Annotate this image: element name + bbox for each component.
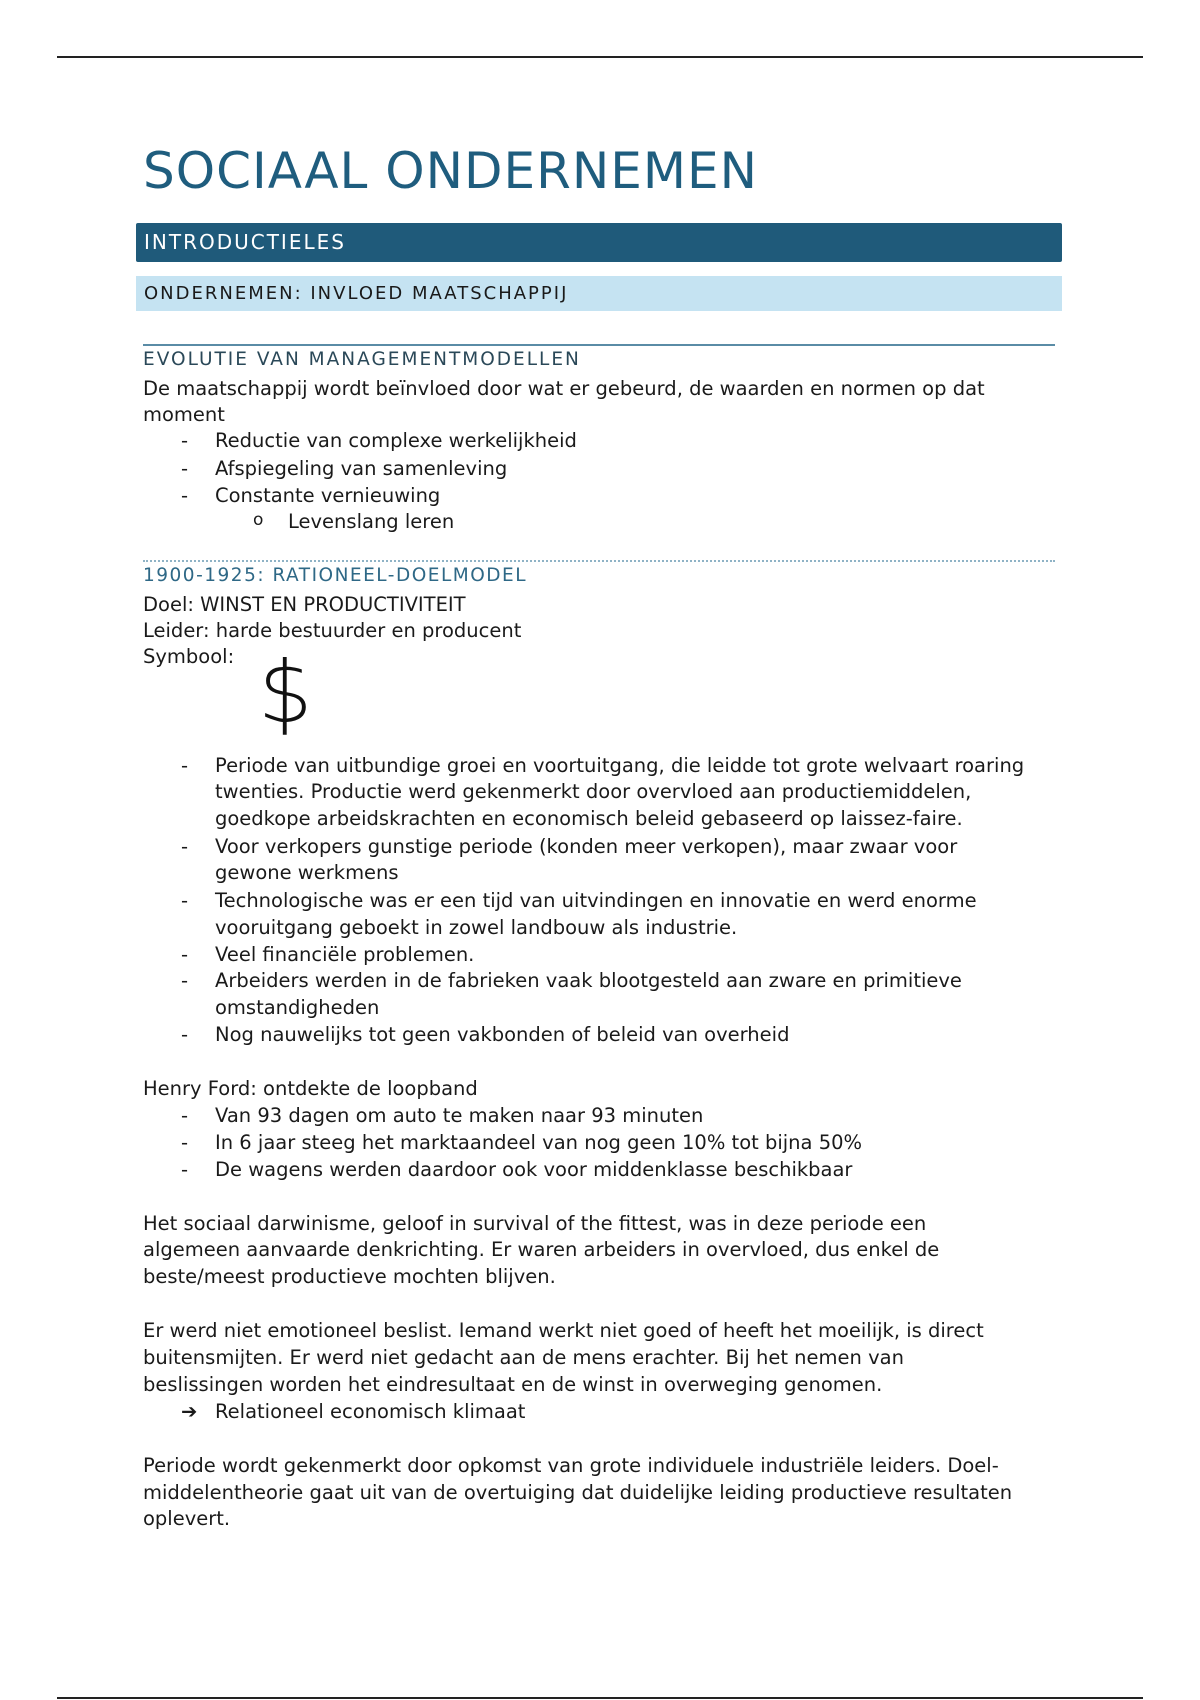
paragraph-line: Er werd niet emotioneel beslist. Iemand werkt niet goed of heeft het moeilijk, is direct [143,1319,984,1342]
list-item-text: Voor verkopers gunstige periode (konden meer verkopen), maar zwaar voor [215,835,958,858]
list-item-text: goedkope arbeidskrachten en economisch beleid gebaseerd op laissez-faire. [215,807,963,830]
paragraph-line: beslissingen worden het eindresultaat en de winst in overweging genomen. [143,1373,883,1396]
bullet-dash: - [181,457,189,480]
bullet-dash: - [181,754,189,777]
bullet-dash: - [181,484,189,507]
header-rule [57,56,1143,58]
sub-list-item-text: Levenslang leren [288,510,455,533]
intro-paragraph-line: De maatschappij wordt beïnvloed door wat er gebeurd, de waarden en normen op dat [143,377,985,400]
list-item-text: Arbeiders werden in de fabrieken vaak blootgesteld aan zware en primitieve [215,969,962,992]
bullet-dash: - [181,429,189,452]
list-item-text: In 6 jaar steeg het marktaandeel van nog geen 10% tot bijna 50% [215,1131,863,1154]
list-item-text: Nog nauwelijks tot geen vakbonden of beleid van overheid [215,1023,790,1046]
list-item-text: Constante vernieuwing [215,484,441,507]
heading-3-rule [143,344,1055,346]
leider-line: Leider: harde bestuurder en producent [143,619,522,642]
list-item-text: Reductie van complexe werkelijkheid [215,429,577,452]
list-item-text: De wagens werden daardoor ook voor middenklasse beschikbaar [215,1158,853,1181]
list-item-text: Veel financiële problemen. [215,943,475,966]
heading-2: ONDERNEMEN: INVLOED MAATSCHAPPIJ [136,276,1062,311]
bullet-dash: - [181,1131,189,1154]
list-item-text: Technologische was er een tijd van uitvindingen en innovatie en werd enorme [215,889,977,912]
arrow-right-icon: ➔ [181,1400,198,1423]
sub-bullet-circle: o [253,510,264,530]
symbool-line: Symbool: [143,645,235,668]
dollar-symbol-icon: $ [258,643,313,743]
paragraph-line: algemeen aanvaarde denkrichting. Er waren arbeiders in overvloed, dus enkel de [143,1238,940,1261]
paragraph-line: beste/meest productieve mochten blijven. [143,1265,556,1288]
bullet-dash: - [181,1158,189,1181]
paragraph-line: Periode wordt gekenmerkt door opkomst van grote individuele industriële leiders. Doel- [143,1454,999,1477]
heading-1: INTRODUCTIELES [136,223,1062,262]
bullet-dash: - [181,1023,189,1046]
footer-rule [57,1697,1143,1699]
list-item-text: Afspiegeling van samenleving [215,457,508,480]
list-item-text: twenties. Productie werd gekenmerkt door overvloed aan productiemiddelen, [215,780,972,803]
list-item-text: omstandigheden [215,996,380,1019]
bullet-dash: - [181,889,189,912]
paragraph-line: middelentheorie gaat uit van de overtuiging dat duidelijke leiding productieve resultaten [143,1481,1013,1504]
heading-4-rule [143,560,1055,562]
list-item-text: vooruitgang geboekt in zowel landbouw als industrie. [215,916,738,939]
list-item-text: Periode van uitbundige groei en voortuitgang, die leidde tot grote welvaart roaring [215,754,1025,777]
paragraph-line: Het sociaal darwinisme, geloof in survival of the fittest, was in deze periode een [143,1212,927,1235]
heading-3-evolutie: EVOLUTIE VAN MANAGEMENTMODELLEN [143,349,581,370]
paragraph-line: buitensmijten. Er werd niet gedacht aan de mens erachter. Bij het nemen van [143,1346,904,1369]
heading-4-rationeel-doelmodel: 1900-1925: RATIONEEL-DOELMODEL [143,565,528,586]
paragraph-line: oplevert. [143,1507,231,1530]
arrow-list-item-text: Relationeel economisch klimaat [215,1400,526,1423]
document-title: SOCIAAL ONDERNEMEN [143,142,759,200]
bullet-dash: - [181,969,189,992]
bullet-dash: - [181,943,189,966]
bullet-dash: - [181,835,189,858]
doel-line: Doel: WINST EN PRODUCTIVITEIT [143,593,466,616]
list-item-text: Van 93 dagen om auto te maken naar 93 minuten [215,1104,704,1127]
intro-paragraph-line: moment [143,403,225,426]
bullet-dash: - [181,1104,189,1127]
list-item-text: gewone werkmens [215,861,399,884]
ford-intro: Henry Ford: ontdekte de loopband [143,1077,478,1100]
